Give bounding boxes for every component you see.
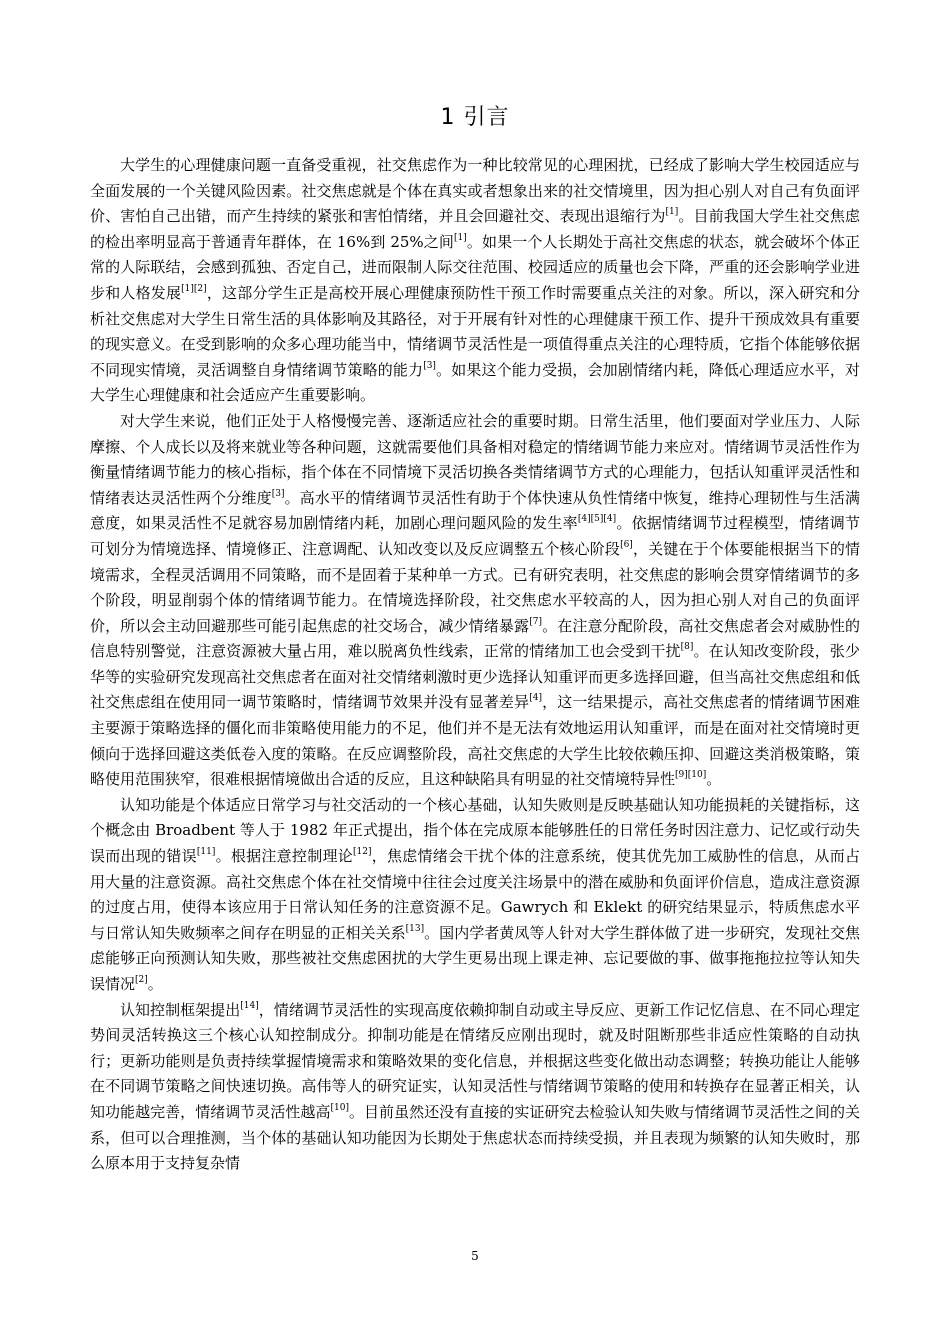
paragraph [90, 998, 860, 1177]
citation: [14] [240, 1000, 259, 1011]
text-run: 。如果这个能力受损，会加剧情绪内耗，降低心理适应水平，对大学生心理健康和社会适应产生重要影响。 [90, 360, 860, 405]
page-number: 5 [471, 1249, 479, 1263]
body-text [90, 153, 860, 1177]
text-run: 。在认知改变阶段，张少华等的实验研究发现高社交焦虑者在面对社交情绪刺激时更少选择认知重评而更多选择回避，但当高社交焦虑组和低社交焦虑组在使用同一调节策略时，情绪调节效果并没有显著差异 [90, 642, 860, 712]
text-run: 。如果一个人长期处于高社交焦虑的状态，就会破坏个体正常的人际联结，会感到孤独、否定自己，进而限制人际交往范围、校园适应的质量也会下降，严重的还会影响学业进步和人格发展 [90, 232, 860, 302]
text-run: 。 [147, 975, 163, 993]
citation: [12] [353, 847, 372, 858]
text-run: 。高水平的情绪调节灵活性有助于个体快速从负性情绪中恢复，维持心理韧性与生活满意度，如果灵活性不足就容易加剧情绪内耗，加剧心理问题风险的发生率 [90, 488, 860, 533]
text-run: ，焦虑情绪会干扰个体的注意系统，使其优先加工威胁性的信息，从而占用大量的注意资源。高社交焦虑个体在社交情境中往往会过度关注场景中的潜在威胁和负面评价信息，造成注意资源的过度占用，使得本该应用于日常认知任务的注意资源不足。Gawrych 和 Eklekt 的研究结果显示，特质焦虑水平与日常认知失败频率之间存在明显的正相关关系 [90, 847, 860, 942]
text-run: 对大学生来说，他们正处于人格慢慢完善、逐渐适应社会的重要时期。日常生活里，他们要面对学业压力、人际摩擦、个人成长以及将来就业等各种问题，这就需要他们具备相对稳定的情绪调节能力来应对。情绪调节灵活性作为衡量情绪调节能力的核心指标，指个体在不同情境下灵活切换各类情绪调节方式的心理能力，包括认知重评灵活性和情绪表达灵活性两个分维度 [90, 411, 860, 507]
text-run: ，这部分学生正是高校开展心理健康预防性干预工作时需要重点关注的对象。所以，深入研究和分析社交焦虑对大学生日常生活的具体影响及其路径，对于开展有针对性的心理健康干预工作、提升干预成效具有重要的现实意义。在受到影响的众多心理功能当中，情绪调节灵活性是一项值得重点关注的心理特质，它指个体能够依据不同现实情境，灵活调整自身情绪调节策略的能力 [90, 283, 860, 379]
text-run: ，这一结果提示，高社交焦虑者的情绪调节困难主要源于策略选择的僵化而非策略使用能力的不足，他们并不是无法有效地运用认知重评，而是在面对社交情境时更倾向于选择回避这类低卷入度的策略。在反应调整阶段，高社交焦虑的大学生比较依赖压抑、回避这类消极策略，策略使用范围狭窄，很难根据情境做出合适的反应，且这种缺陷具有明显的社交情境特异性 [90, 693, 860, 789]
citation: [8] [680, 642, 694, 653]
text-run: ，情绪调节灵活性的实现高度依赖抑制自动或主导反应、更新工作记忆信息、在不同心理定势间灵活转换这三个核心认知控制成分。抑制功能是在情绪反应刚出现时，就及时阻断那些非适应性策略的自动执行；更新功能则是负责持续掌握情境需求和策略效果的变化信息，并根据这些变化做出动态调整；转换功能让人能够在不同调节策略之间快速切换。高伟等人的研究证实，认知灵活性与情绪调节策略的使用和转换存在显著正相关，认知功能越完善，情绪调节灵活性越高 [90, 1000, 860, 1121]
citation: [1] [665, 207, 679, 218]
paragraph [90, 153, 860, 409]
citation: [1] [454, 232, 467, 243]
text-run: 。依据情绪调节过程模型，情绪调节可划分为情境选择、情境修正、注意调配、认知改变以及反应调整五个核心阶段 [90, 514, 860, 558]
text-run: 。国内学者黄凤等人针对大学生群体做了进一步研究，发现社交焦虑能够正向预测认知失败，那些被社交焦虑困扰的大学生更易出现上课走神、忘记要做的事、做事拖拖拉拉等认知失误情况 [90, 923, 860, 993]
section-title: 1 引言 [440, 105, 510, 130]
citation: [7] [529, 616, 542, 627]
paragraph [90, 409, 860, 793]
citation: [4][5][4] [577, 514, 617, 525]
citation: [10] [330, 1102, 349, 1113]
citation: [4] [529, 693, 542, 704]
text-run: 认知控制框架提出 [120, 1000, 241, 1019]
text-run: 。在注意分配阶段，高社交焦虑者会对威胁性的信息特别警觉，注意资源被大量占用，难以脱离负性线索，正常的情绪加工也会受到干扰 [90, 616, 860, 661]
text-run: 认知功能是个体适应日常学习与社交活动的一个核心基础，认知失败则是反映基础认知功能损耗的关键指标，这个概念由 Broadbent 等人于 1982 年正式提出，指个体在完成原本能够胜任的日常任务时因注意力、记忆或行动失误而出现的错误 [90, 795, 860, 866]
text-run: 。目前我国大学生社交焦虑的检出率明显高于普通青年群体，在 16%到 25%之间 [90, 207, 860, 251]
text-run: 大学生的心理健康问题一直备受重视，社交焦虑作为一种比较常见的心理困扰，已经成了影响大学生校园适应与全面发展的一个关键风险因素。社交焦虑就是个体在真实或者想象出来的社交情境里，因为担心别人对自己有负面评价、害怕自己出错，而产生持续的紧张和害怕情绪，并且会回避社交、表现出退缩行为 [90, 156, 860, 226]
citation: [11] [196, 847, 216, 858]
citation: [1][2] [181, 283, 207, 294]
citation: [3] [271, 488, 285, 499]
citation: [13] [405, 923, 425, 934]
text-run: 。 [706, 770, 722, 789]
text-run: ，关键在于个体要能根据当下的情境需求，全程灵活调用不同策略，而不是固着于某种单一方式。已有研究表明，社交焦虑的影响会贯穿情绪调节的多个阶段，明显削弱个体的情绪调节能力。在情境选择阶段，社交焦虑水平较高的人，因为担心别人对自己的负面评价，所以会主动回避那些可能引起焦虑的社交场合，减少情绪暴露 [90, 539, 860, 635]
text-run: 。目前虽然还没有直接的实证研究去检验认知失败与情绪调节灵活性之间的关系，但可以合理推测，当个体的基础认知功能因为长期处于焦虑状态而持续受损，并且表现为频繁的认知失败时，那么原本用于支持复杂情 [90, 1102, 860, 1173]
paragraph [90, 793, 860, 998]
text-run: 。根据注意控制理论 [215, 847, 353, 866]
citation: [2] [135, 975, 148, 985]
citation: [6] [620, 539, 633, 550]
citation: [9][10] [675, 770, 707, 781]
citation: [3] [423, 360, 436, 371]
